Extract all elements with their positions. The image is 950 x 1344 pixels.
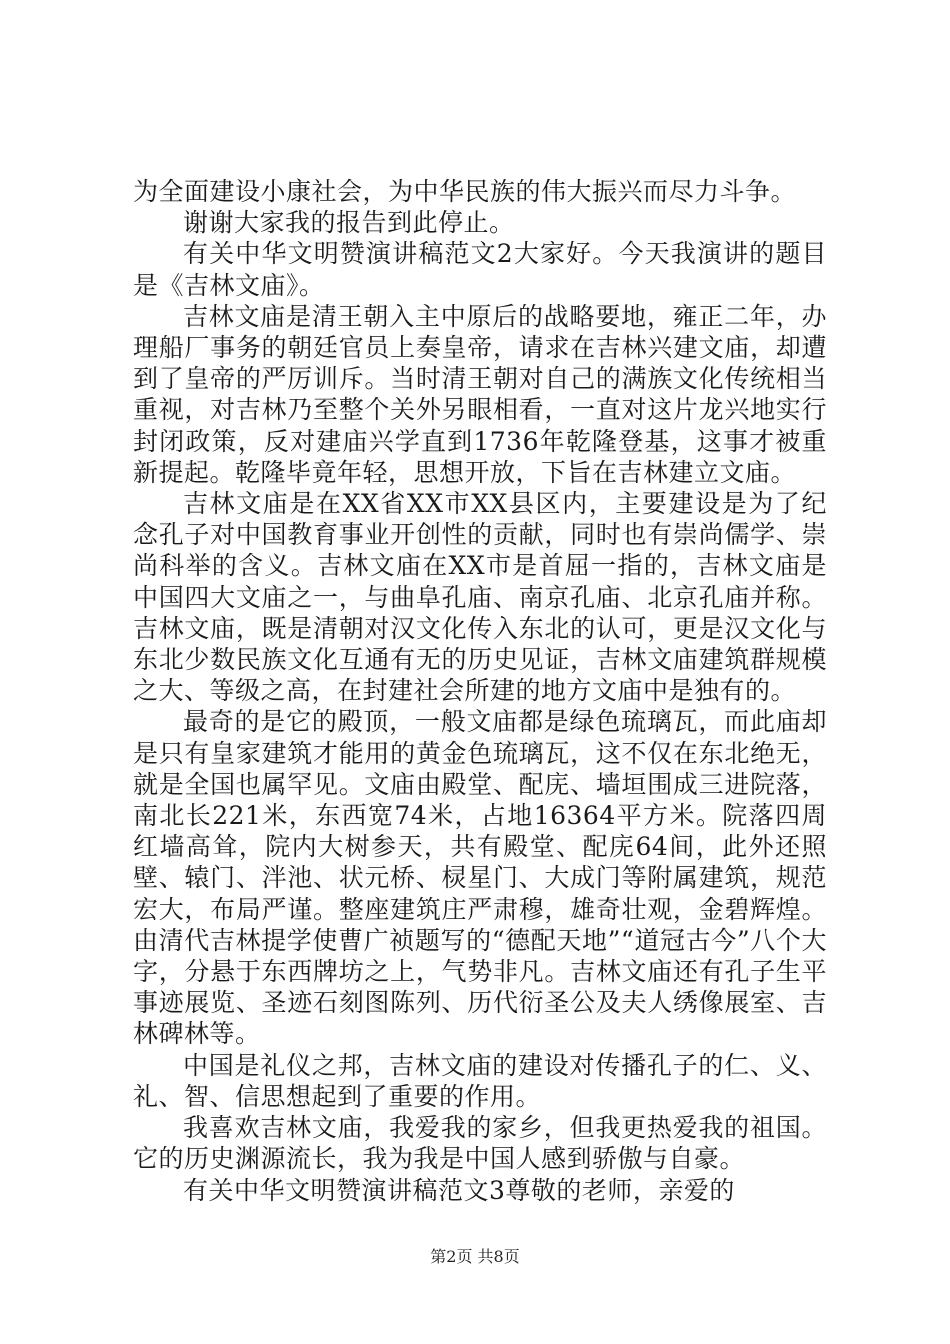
paragraph-speech-2-intro: 有关中华文明赞演讲稿范文2大家好。今天我演讲的题目是《吉林文庙》。 [133,239,827,300]
paragraph-love-country: 我喜欢吉林文庙，我爱我的家乡，但我更热爱我的祖国。它的历史渊源流长，我为我是中国人感到骄傲与自豪。 [133,1113,827,1174]
paragraph-etiquette: 中国是礼仪之邦，吉林文庙的建设对传播孔子的仁、义、礼、智、信思想起到了重要的作用。 [133,1050,827,1111]
paragraph-architecture: 最奇的是它的殿顶，一般文庙都是绿色琉璃瓦，而此庙却是只有皇家建筑才能用的黄金色琉璃瓦，这不仅在东北绝无，就是全国也属罕见。文庙由殿堂、配庑、墙垣围成三进院落，南北长221米，东西宽74米，占地16364平方米。院落四周红墙高耸，院内大树参天，共有殿堂、配庑64间，此外还照壁、辕门、泮池、状元桥、棂星门、大成门等附属建筑，规范宏大，布局严谨。整座建筑庄严肃穆，雄奇壮观，金碧辉煌。由清代吉林提学使曹广祯题写的“德配天地”“道冠古今”八个大字，分悬于东西牌坊之上，气势非凡。吉林文庙还有孔子生平事迹展览、圣迹石刻图陈列、历代衍圣公及夫人绣像展室、吉林碑林等。 [133,707,827,1049]
document-body [133,176,827,1206]
paragraph-thanks: 谢谢大家我的报告到此停止。 [183,208,515,238]
paragraph-continuation: 为全面建设小康社会，为中华民族的伟大振兴而尽力斗争。 [133,177,797,206]
paragraph-speech-3-intro: 有关中华文明赞演讲稿范文3尊敬的老师，亲爱的 [183,1175,735,1205]
paragraph-location: 吉林文庙是在XX省XX市XX县区内，主要建设是为了纪念孔子对中国教育事业开创性的贡献，同时也有崇尚儒学、崇尚科举的含义。吉林文庙在XX市是首屈一指的，吉林文庙是中国四大文庙之一，与曲阜孔庙、南京孔庙、北京孔庙并称。吉林文庙，既是清朝对汉文化传入东北的认可，更是汉文化与东北少数民族文化互通有无的历史见证，吉林文庙建筑群规模之大、等级之高，在封建社会所建的地方文庙中是独有的。 [133,489,827,706]
page-number-footer: 第2页 共8页 [430,1247,520,1266]
paragraph-history: 吉林文庙是清王朝入主中原后的战略要地，雍正二年，办理船厂事务的朝廷官员上奏皇帝，请求在吉林兴建文庙，却遭到了皇帝的严厉训斥。当时清王朝对自己的满族文化传统相当重视，对吉林乃至整个关外另眼相看，一直对这片龙兴地实行封闭政策，反对建庙兴学直到1736年乾隆登基，这事才被重新提起。乾隆毕竟年轻，思想开放，下旨在吉林建立文庙。 [133,301,827,487]
